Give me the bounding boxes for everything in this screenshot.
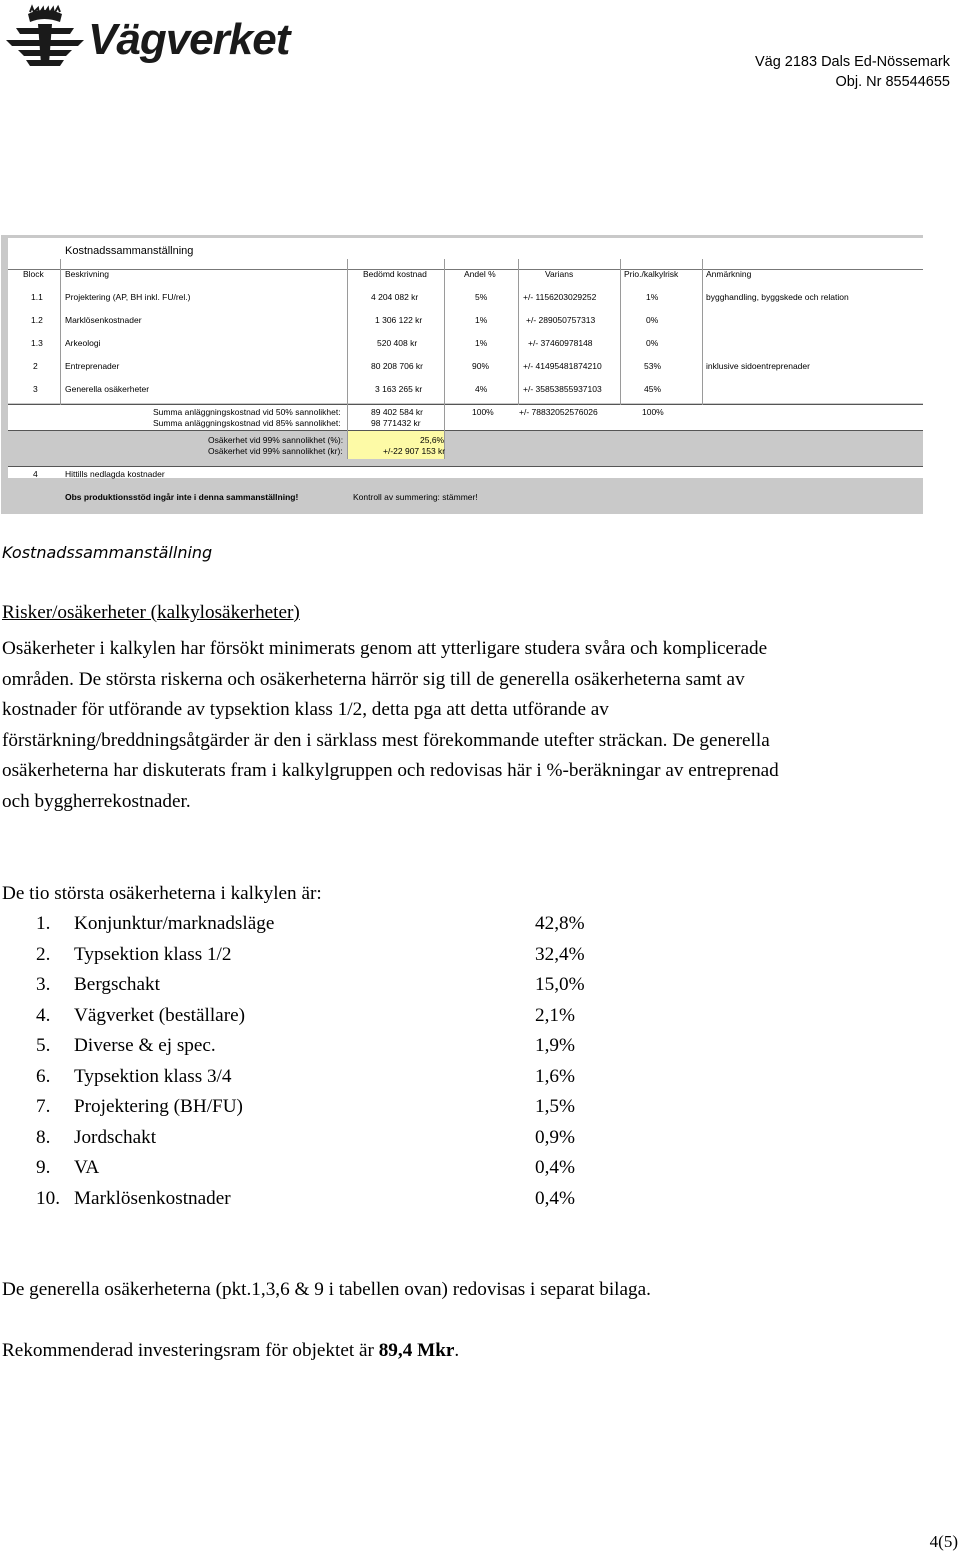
top-uncertainties-list: [36, 909, 596, 1214]
logo-wordmark: Vägverket: [88, 15, 290, 64]
list-value: 1,5%: [535, 1096, 575, 1117]
row-note: inklusive sidoentreprenader: [706, 361, 810, 371]
row-block: 1.2: [31, 315, 43, 325]
row-variance: +/- 35853855937103: [523, 384, 602, 394]
list-item: [36, 909, 596, 940]
list-label: Diverse & ej spec.: [74, 1035, 216, 1056]
list-intro: De tio största osäkerheterna i kalkylen är:: [2, 883, 322, 904]
investment-recommendation: [2, 1336, 459, 1367]
crown-emblem-icon: [2, 4, 86, 72]
row-block: 3: [33, 384, 38, 394]
col-note-header: Anmärkning: [706, 269, 752, 279]
col-prio-header: Prio./kalkylrisk: [624, 269, 679, 279]
col-cost-header: Bedömd kostnad: [363, 269, 427, 279]
list-label: Typsektion klass 1/2: [74, 943, 232, 965]
row-prio: 0%: [646, 338, 659, 348]
cost-summary-spreadsheet: [1, 235, 923, 514]
recommend-value: 89,4 Mkr: [378, 1340, 455, 1361]
list-value: 0,4%: [535, 1157, 575, 1178]
list-value: 2,1%: [535, 1004, 575, 1026]
col-share-header: Andel %: [464, 269, 496, 279]
list-item: [36, 940, 596, 971]
risk-paragraph: Osäkerheter i kalkylen har försökt minimerats genom att ytterligare studera svåra och komplicerade områden. De största riskerna och osäkerheterna härrör sig till de generella osäkerheterna samt av kostnader för utförande av typsektion klass 1/2, detta pga att detta utförande av förstärkning/breddningsåtgärder är den i särklass mest förekommande utefter sträckan. De generella osäkerheterna har diskuterats fram i kalkylgruppen och redovisas här i %-beräkningar av entreprenad och byggherrekostnader.: [2, 638, 779, 812]
project-name: Väg 2183 Dals Ed-Nössemark: [754, 54, 950, 70]
list-item: [36, 970, 596, 1001]
document-header: [755, 52, 950, 92]
sum-prio: 100%: [642, 407, 664, 417]
list-number: 9.: [36, 1157, 51, 1178]
row-cost: 80 208 706 kr: [371, 361, 423, 371]
row-prio: 0%: [646, 315, 659, 325]
list-number: 6.: [36, 1065, 51, 1087]
list-number: 2.: [36, 943, 51, 965]
list-value: 0,4%: [535, 1187, 575, 1209]
list-value: 0,9%: [535, 1126, 575, 1148]
row-cost: 3 163 265 kr: [375, 384, 423, 394]
list-label: Bergschakt: [74, 974, 160, 995]
row-variance: +/- 41495481874210: [523, 361, 602, 371]
row-share: 5%: [475, 292, 488, 302]
figure-caption: Kostnadssammanställning: [2, 543, 213, 562]
row-desc: Arkeologi: [65, 338, 101, 348]
row-share: 90%: [472, 361, 490, 371]
list-item: [36, 1062, 596, 1093]
list-number: 5.: [36, 1035, 51, 1056]
list-number: 10.: [36, 1187, 60, 1209]
list-item: [36, 1153, 596, 1184]
uncertainty-pct-label: Osäkerhet vid 99% sannolikhet (%):: [208, 435, 344, 445]
sum-share: 100%: [472, 407, 494, 417]
object-number: Obj. Nr 85544655: [835, 74, 950, 90]
row-desc: Projektering (AP, BH inkl. FU/rel.): [65, 292, 191, 302]
row-prio: 45%: [644, 384, 662, 394]
list-value: 42,8%: [535, 913, 585, 934]
list-label: Marklösenkostnader: [74, 1187, 231, 1209]
row-share: 1%: [475, 315, 488, 325]
row-desc: Generella osäkerheter: [65, 384, 150, 394]
row-cost: 4 204 082 kr: [371, 292, 419, 302]
uncertainty-kr-label: Osäkerhet vid 99% sannolikhet (kr):: [208, 446, 343, 456]
row-desc: Marklösenkostnader: [65, 315, 142, 325]
production-support-warning: Obs produktionsstöd ingår inte i denna sammanställning!: [65, 492, 299, 502]
sheet-gray-block: [8, 431, 208, 461]
row-share: 4%: [475, 384, 488, 394]
row4-desc: Hittills nedlagda kostnader: [65, 469, 165, 479]
col-block-header: Block: [23, 269, 44, 279]
col-description-header: Beskrivning: [65, 269, 109, 279]
list-number: 4.: [36, 1004, 51, 1026]
general-uncertainties-note: De generella osäkerheterna (pkt.1,3,6 & 9 i tabellen ovan) redovisas i separat bilaga.: [2, 1279, 651, 1300]
sum85-value: 98 771432 kr: [371, 418, 421, 428]
sum50-value: 89 402 584 kr: [371, 407, 423, 417]
list-label: Vägverket (beställare): [74, 1004, 245, 1026]
list-value: 32,4%: [535, 943, 585, 965]
sum-control: Kontroll av summering: stämmer!: [353, 492, 478, 502]
sheet-table-body: [8, 238, 923, 403]
sheet-title: Kostnadssammanställning: [65, 245, 194, 257]
list-value: 15,0%: [535, 974, 585, 995]
row-prio: 1%: [646, 292, 659, 302]
list-item: [36, 1184, 596, 1215]
list-item: [36, 1001, 596, 1032]
sum50-label: Summa anläggningskostnad vid 50% sannolikhet:: [153, 407, 341, 417]
row-cost: 520 408 kr: [377, 338, 418, 348]
list-value: 1,6%: [535, 1065, 575, 1087]
list-item: [36, 1031, 596, 1062]
list-label: Jordschakt: [74, 1126, 157, 1148]
row-variance: +/- 1156203029252: [523, 292, 597, 302]
row-block: 1.3: [31, 338, 43, 348]
row-prio: 53%: [644, 361, 662, 371]
uncertainty-pct-value: 25,6%: [420, 435, 445, 445]
list-label: Projektering (BH/FU): [74, 1096, 243, 1117]
list-number: 7.: [36, 1096, 51, 1117]
sum-variance: +/- 78832052576026: [519, 407, 598, 417]
page-number: 4(5): [929, 1532, 958, 1551]
row4-block: 4: [33, 469, 38, 479]
sheet-summary-area: [8, 405, 923, 430]
row-block: 2: [33, 361, 38, 371]
vagverket-logo: [2, 4, 312, 74]
list-item: [36, 1123, 596, 1154]
list-item: [36, 1092, 596, 1123]
row-desc: Entreprenader: [65, 361, 120, 371]
recommend-suffix: .: [454, 1340, 460, 1361]
recommend-prefix: Rekommenderad investeringsram för objektet är: [2, 1340, 379, 1361]
list-number: 3.: [36, 974, 51, 995]
list-number: 8.: [36, 1126, 51, 1148]
row-variance: +/- 37460978148: [528, 338, 593, 348]
row-note: bygghandling, byggskede och relation: [706, 292, 849, 302]
list-number: 1.: [36, 913, 51, 934]
row-variance: +/- 289050757313: [526, 315, 596, 325]
col-variance-header: Varians: [545, 269, 574, 279]
row-block: 1.1: [31, 292, 43, 302]
uncertainty-kr-value: +/-22 907 153 kr: [383, 446, 446, 456]
list-label: VA: [74, 1157, 100, 1178]
list-label: Typsektion klass 3/4: [74, 1065, 232, 1087]
sum85-label: Summa anläggningskostnad vid 85% sannolikhet:: [153, 418, 341, 428]
list-value: 1,9%: [535, 1035, 575, 1056]
row-cost: 1 306 122 kr: [375, 315, 423, 325]
row-share: 1%: [475, 338, 488, 348]
section-heading: Risker/osäkerheter (kalkylosäkerheter): [2, 602, 300, 623]
list-label: Konjunktur/marknadsläge: [74, 913, 275, 934]
